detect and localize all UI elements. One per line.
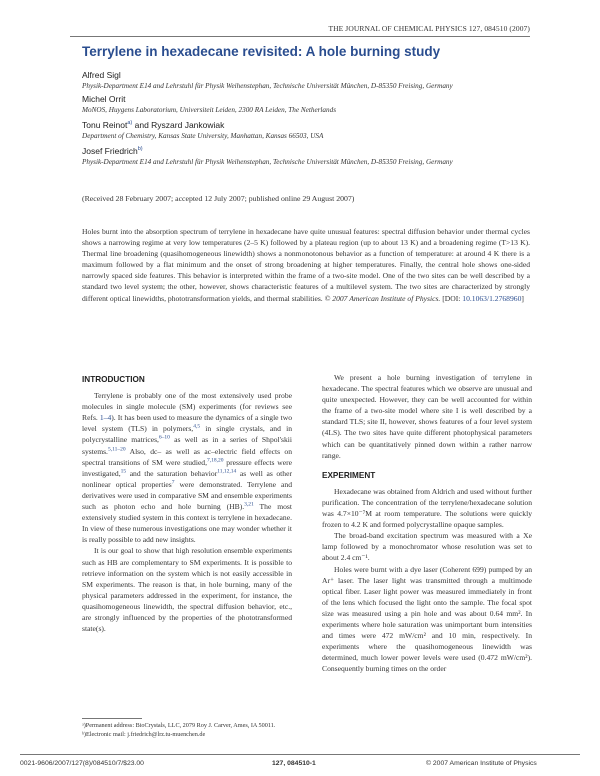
- text-run: and the saturation behavior: [126, 468, 218, 478]
- citation-link[interactable]: 4,5: [193, 423, 201, 430]
- author-name-text: Michel Orrit: [82, 94, 126, 104]
- text-run: were demonstrated. Terrylene and derivatives were used in comparative SM and ensemble experiments such as photon echo and hole burning (HB).: [82, 479, 292, 512]
- doi-link[interactable]: 10.1063/1.2768960: [462, 293, 522, 303]
- footnotes: [82, 718, 292, 739]
- footer-rule: [20, 754, 580, 755]
- author-name-text: Josef Friedrich: [82, 145, 138, 156]
- author-name: [82, 70, 532, 81]
- author-name: [82, 118, 532, 131]
- footnote-rule: [82, 718, 142, 719]
- coauthor-name-text: and Ryszard Jankowiak: [132, 119, 225, 130]
- doi-prefix: [DOI:: [442, 293, 463, 303]
- author-name: [82, 94, 532, 105]
- section-heading-introduction: INTRODUCTION: [82, 375, 145, 384]
- left-column: [82, 372, 292, 634]
- section-heading-experiment: EXPERIMENT: [322, 470, 376, 480]
- author-name: [82, 144, 532, 157]
- header-rule: [70, 36, 530, 37]
- text-run: Terrylene is probably one of the most extensively used probe molecules in single molecule (SM) experiments (for reviews see Refs.: [82, 391, 292, 423]
- text-run: as well as other nonlinear optical properties: [82, 468, 292, 489]
- text-run: as well as in a series of Shpol'skii systems.: [82, 435, 292, 456]
- citation-link[interactable]: 1–4: [99, 413, 112, 423]
- citation-link[interactable]: 11,12,14: [217, 468, 237, 475]
- author-affiliation: Physik-Department E14 and Lehrstuhl für Physik Weihenstephan, Technische Universität München, D-85350 Freising, Germany: [82, 157, 453, 166]
- author-affiliation: MoNOS, Huygens Laboratorium, Universiteit Leiden, 2300 RA Leiden, The Netherlands: [82, 106, 337, 114]
- footer-issn: 0021-9606/2007/127(8)/084510/7/$23.00: [20, 760, 144, 767]
- intro-paragraph-3: We present a hole burning investigation of terrylene in hexadecane. The spectral features which we observe are unusual and quite unexpected. However, they can be well accounted for within the frame of a two-site model where site I is well described by a standard TLS; site II, however, shows features of a four level system (4LS). The two sites have quite different photophysical parameters which can be quantitatively pinned down within a rather narrow range.: [322, 373, 532, 460]
- footer-copyright: © 2007 American Institute of Physics: [426, 760, 537, 767]
- text-run: The most extensively studied system in this context is terrylene in hexadecane. In view of these numerous investigations one may wonder whether it is really possible to add new insights.: [82, 502, 292, 545]
- footnote-marker-b[interactable]: b): [137, 145, 143, 152]
- footnote-b[interactable]: ᵇ)Electronic mail: j.friedrich@lrz.tu-muenchen.de: [82, 730, 206, 738]
- abstract: [82, 226, 530, 304]
- footnote-marker-a[interactable]: a): [127, 120, 133, 126]
- footnote-a: ᵃ)Permanent address: BioCrystals, LLC, 2079 Roy J. Carver, Ames, IA 50011.: [82, 722, 276, 729]
- abstract-copyright: © 2007 American Institute of Physics.: [324, 293, 441, 303]
- author-block: [82, 70, 532, 91]
- journal-header: THE JOURNAL OF CHEMICAL PHYSICS 127, 084510 (2007): [328, 24, 530, 33]
- citation-link[interactable]: 5,11–20: [107, 446, 126, 453]
- experiment-paragraph-1: Hexadecane was obtained from Aldrich and used without further purification. The concentration of the terrylene/hexadecane solution was 4.7×10⁻⁷M at room temperature. The solutions were quickly frozen to 4.2 K and formed polycrystalline opaque samples.: [322, 486, 532, 530]
- footer-page-number: 127, 084510-1: [272, 760, 316, 767]
- intro-paragraph-2: It is our goal to show that high resolution ensemble experiments such as HB are complementary to SM experiments. It is possible to retrieve information on the system which is not easily accessible in SM experiments. The reason is that, in hole burning, many of the physical parameters addressed in the experiment, for instance, the quasihomogeneous linewidth, the spectral diffusion behavior, etc., are strongly influenced by the properties of the phototransformed state(s).: [82, 546, 292, 634]
- author-affiliation: Physik-Department E14 and Lehrstuhl für Physik Weihenstephan, Technische Universität München, D-85350 Freising, Germany: [82, 82, 453, 90]
- citation-link[interactable]: 7: [171, 479, 175, 486]
- right-column: [322, 372, 532, 674]
- citation-link[interactable]: 15: [120, 468, 127, 475]
- author-list: [82, 70, 532, 170]
- intro-paragraph-1: [82, 390, 292, 545]
- experiment-paragraph-2: The broad-band excitation spectrum was measured with a Xe lamp followed by a monochromator whose resolution was set to about 2.4 cm⁻¹.: [322, 531, 532, 563]
- paper-title: Terrylene in hexadecane revisited: A hole burning study: [82, 44, 441, 59]
- author-block: [82, 94, 532, 115]
- experiment-paragraph-3: Holes were burnt with a dye laser (Coherent 699) pumped by an Ar⁺ laser. The laser light was transmitted through a multimode optical fiber. Laser light power was measured immediately in front of the lens which focused the light onto the sample. The focal spot size was measured using a pin hole and was about 0.64 mm². In experiments where hole saturation was unimportant burn intensities and times were 472 mW/cm² and 10 min, respectively. In experiments where the quasihomogeneous linewidth was determined, much lower power levels were used (0.472 mW/cm²). Consequently burning times on the order: [322, 564, 532, 674]
- citation-link[interactable]: 7,18,20: [207, 457, 224, 464]
- abstract-text: Holes burnt into the absorption spectrum of terrylene in hexadecane have quite unusual features: spectral diffusion behavior under thermal cycles shows a narrowing regime at very low temperatures (2–5 K) followed by a plateau region (up to about 13 K) and a broadening regime (T>13 K). Thermal line broadening (quasihomogeneous linewidth) shows a nonmonotonous behavior as a function of temperature: at around 4 K there is a maximum followed by a flat minimum and the onset of strong broadening at higher temperatures. Finally, the central hole shows one-sided narrowly spaced side features. This behavior is interpreted within the frame of a two-site model. One of the two sites can be well described by a standard two level system; the other, however, shows characteristic features of a multilevel system. The two sites are characterized by strongly different optical linewidths, phototransformation yields, and thermal stabilities.: [82, 227, 530, 303]
- text-run: ). It has been used to measure the dynamics of a single two level system (TLS) in polymers,: [82, 413, 292, 434]
- text-run: in single crystals, and in polycrystalline matrices,: [82, 424, 292, 445]
- citation-link[interactable]: 3,21: [244, 501, 254, 508]
- text-run: Also, dc– as well as ac–electric field effects on spectral transitions of SM were studied,: [82, 446, 292, 467]
- doi-suffix: ]: [521, 293, 524, 303]
- citation-link[interactable]: 6–10: [158, 434, 170, 441]
- author-block: [82, 118, 532, 141]
- author-name-text: Tonu Reinot: [82, 119, 128, 130]
- text-run: pressure effects were investigated,: [82, 457, 292, 478]
- author-name-text: Alfred Sigl: [82, 70, 121, 80]
- author-affiliation: Department of Chemistry, Kansas State University, Manhattan, Kansas 66503, USA: [82, 131, 324, 140]
- author-block: [82, 144, 532, 167]
- received-dates: (Received 28 February 2007; accepted 12 July 2007; published online 29 August 2007): [82, 194, 355, 203]
